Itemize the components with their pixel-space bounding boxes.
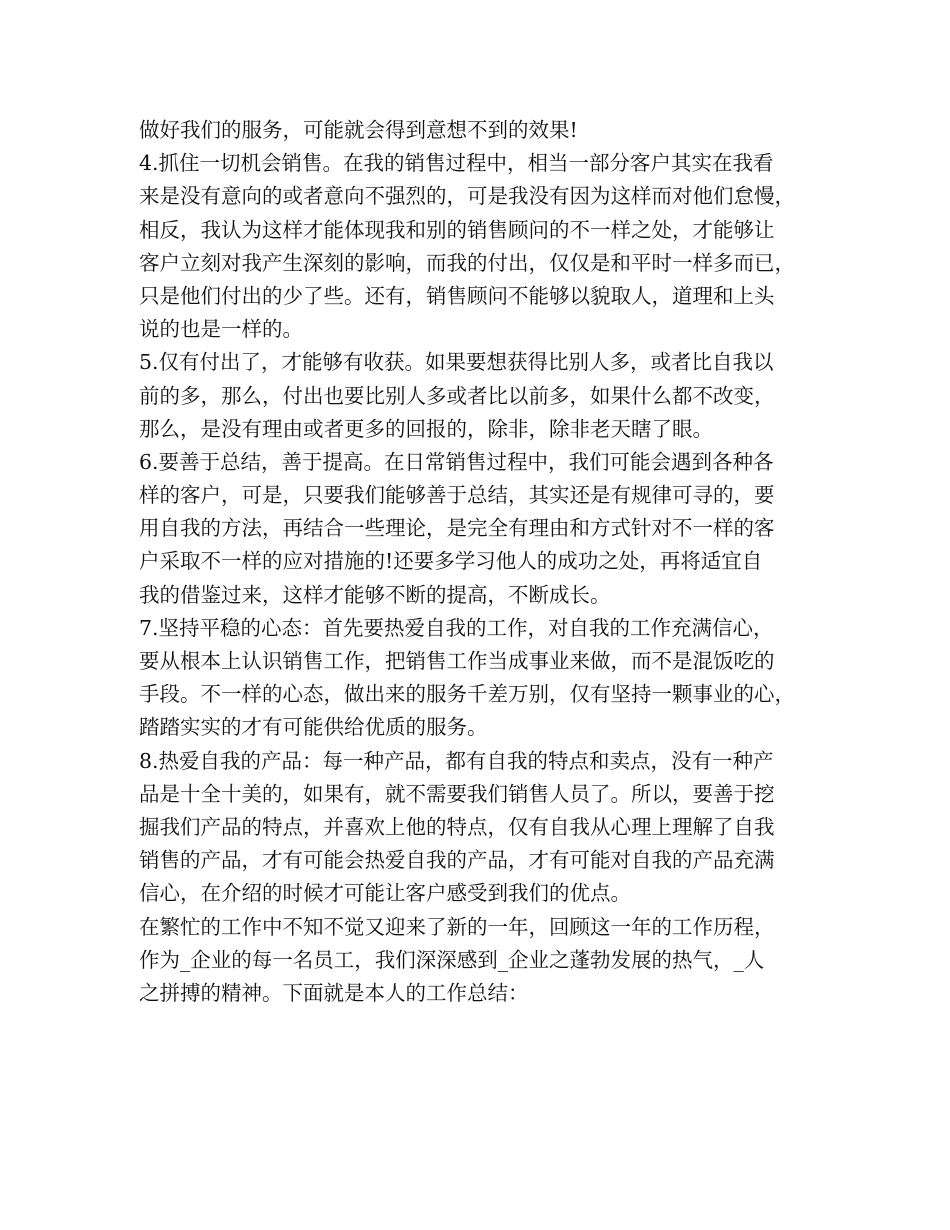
document-body — [139, 114, 839, 1010]
text-line: 客户立刻对我产生深刻的影响，而我的付出，仅仅是和平时一样多而已， — [139, 250, 795, 275]
text-line: 在繁忙的工作中不知不觉又迎来了新的一年，回顾这一年的工作历程， — [139, 914, 775, 939]
text-line: 品是十全十美的，如果有，就不需要我们销售人员了。所以，要善于挖 — [139, 781, 775, 806]
text-line: 相反，我认为这样才能体现我和别的销售顾问的不一样之处，才能够让 — [139, 217, 775, 242]
text-line: 作为_企业的每一名员工，我们深深感到_企业之蓬勃发展的热气，_人 — [139, 947, 765, 972]
text-line: 户采取不一样的应对措施的!还要多学习他人的成功之处，再将适宜自 — [139, 549, 763, 574]
text-line: 8.热爱自我的产品：每一种产品，都有自我的特点和卖点，没有一种产 — [139, 748, 774, 773]
text-line: 掘我们产品的特点，并喜欢上他的特点，仅有自我从心理上理解了自我 — [139, 814, 775, 839]
text-line: 4.抓住一切机会销售。在我的销售过程中，相当一部分客户其实在我看 — [139, 151, 774, 176]
text-line: 只是他们付出的少了些。还有，销售顾问不能够以貌取人，道理和上头 — [139, 283, 775, 308]
text-line: 6.要善于总结，善于提高。在日常销售过程中，我们可能会遇到各种各 — [139, 449, 774, 474]
text-line: 前的多，那么，付出也要比别人多或者比以前多，如果什么都不改变， — [139, 383, 775, 408]
text-line: 样的客户，可是，只要我们能够善于总结，其实还是有规律可寻的，要 — [139, 483, 775, 508]
text-line: 信心，在介绍的时候才可能让客户感受到我们的优点。 — [139, 881, 631, 906]
text-line: 那么，是没有理由或者更多的回报的，除非，除非老天瞎了眼。 — [139, 416, 713, 441]
text-line: 做好我们的服务，可能就会得到意想不到的效果! — [139, 118, 578, 142]
text-line: 用自我的方法，再结合一些理论，是完全有理由和方式针对不一样的客 — [139, 516, 775, 541]
text-line: 5.仅有付出了，才能够有收获。如果要想获得比别人多，或者比自我以 — [139, 350, 774, 375]
text-line: 说的也是一样的。 — [139, 317, 303, 342]
text-line: 销售的产品，才有可能会热爱自我的产品，才有可能对自我的产品充满 — [139, 848, 775, 873]
text-line: 手段。不一样的心态，做出来的服务千差万别，仅有坚持一颗事业的心， — [139, 682, 795, 707]
text-line: 来是没有意向的或者意向不强烈的，可是我没有因为这样而对他们怠慢， — [139, 184, 795, 209]
text-line: 我的借鉴过来，这样才能够不断的提高，不断成长。 — [139, 582, 611, 607]
text-line: 之拼搏的精神。下面就是本人的工作总结： — [139, 980, 529, 1005]
text-line: 踏踏实实的才有可能供给优质的服务。 — [139, 715, 488, 740]
text-line: 7.坚持平稳的心态：首先要热爱自我的工作，对自我的工作充满信心， — [139, 615, 774, 640]
text-line: 要从根本上认识销售工作，把销售工作当成事业来做，而不是混饭吃的 — [139, 649, 775, 673]
